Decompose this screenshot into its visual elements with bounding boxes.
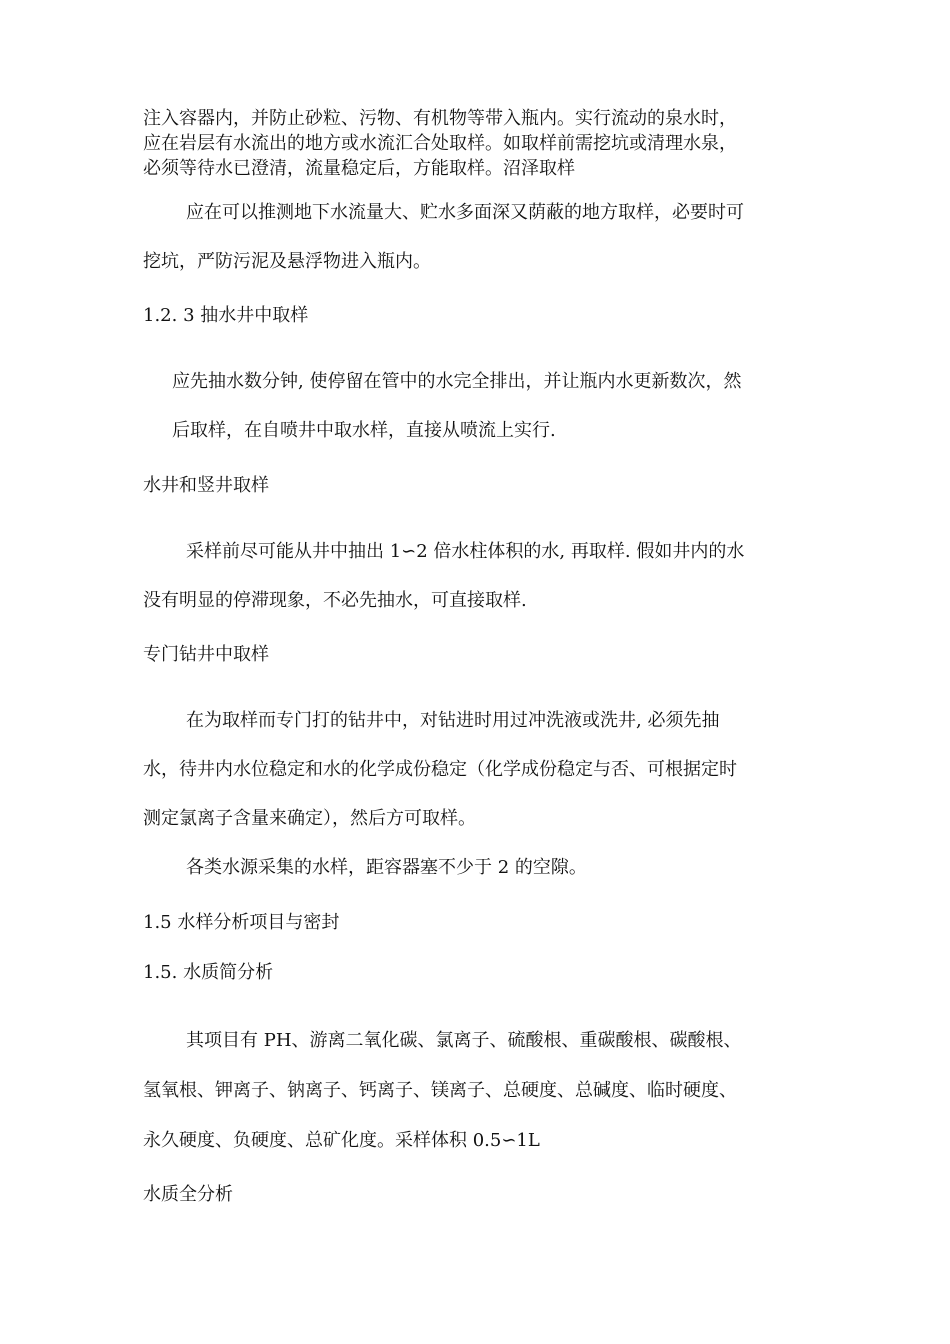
section-heading: 专门钻井中取样 xyxy=(143,644,269,665)
section-heading: 1.2. 3 抽水井中取样 xyxy=(143,305,309,326)
paragraph-line: 各类水源采集的水样，距容器塞不少于 2 的空隙。 xyxy=(186,857,587,878)
paragraph-line: 应在可以推测地下水流量大、贮水多面深又荫蔽的地方取样，必要时可 xyxy=(186,202,744,223)
section-heading: 1.5 水样分析项目与密封 xyxy=(143,912,340,933)
section-heading: 1.5. 水质简分析 xyxy=(143,962,274,983)
paragraph-line: 其项目有 PH、游离二氧化碳、氯离子、硫酸根、重碳酸根、碳酸根、 xyxy=(186,1030,742,1051)
text-line: 必须等待水已澄清，流量稳定后，方能取样。沼泽取样 xyxy=(143,158,575,179)
section-heading: 水井和竖井取样 xyxy=(143,475,269,496)
paragraph-line: 测定氯离子含量来确定），然后方可取样。 xyxy=(143,808,476,829)
paragraph-line: 挖坑，严防污泥及悬浮物进入瓶内。 xyxy=(143,251,431,272)
paragraph-line: 应先抽水数分钟, 使停留在管中的水完全排出，并让瓶内水更新数次，然 xyxy=(172,371,742,392)
paragraph-line: 氢氧根、钾离子、钠离子、钙离子、镁离子、总硬度、总碱度、临时硬度、 xyxy=(143,1080,737,1101)
text-line: 应在岩层有水流出的地方或水流汇合处取样。如取样前需挖坑或清理水泉， xyxy=(143,133,737,154)
section-heading: 水质全分析 xyxy=(143,1184,233,1205)
text-line: 注入容器内，并防止砂粒、污物、有机物等带入瓶内。实行流动的泉水时， xyxy=(143,108,737,129)
paragraph-line: 采样前尽可能从井中抽出 1∽2 倍水柱体积的水, 再取样. 假如井内的水 xyxy=(186,541,745,562)
paragraph-line: 没有明显的停滞现象，不必先抽水，可直接取样. xyxy=(143,590,527,611)
paragraph-line: 后取样，在自喷井中取水样，直接从喷流上实行. xyxy=(172,420,556,441)
paragraph-line: 在为取样而专门打的钻井中，对钻进时用过冲洗液或洗井, 必须先抽 xyxy=(186,710,720,731)
paragraph-line: 水，待井内水位稳定和水的化学成份稳定（化学成份稳定与否、可根据定时 xyxy=(143,759,737,780)
paragraph-line: 永久硬度、负硬度、总矿化度。采样体积 0.5∽1L xyxy=(143,1130,540,1151)
